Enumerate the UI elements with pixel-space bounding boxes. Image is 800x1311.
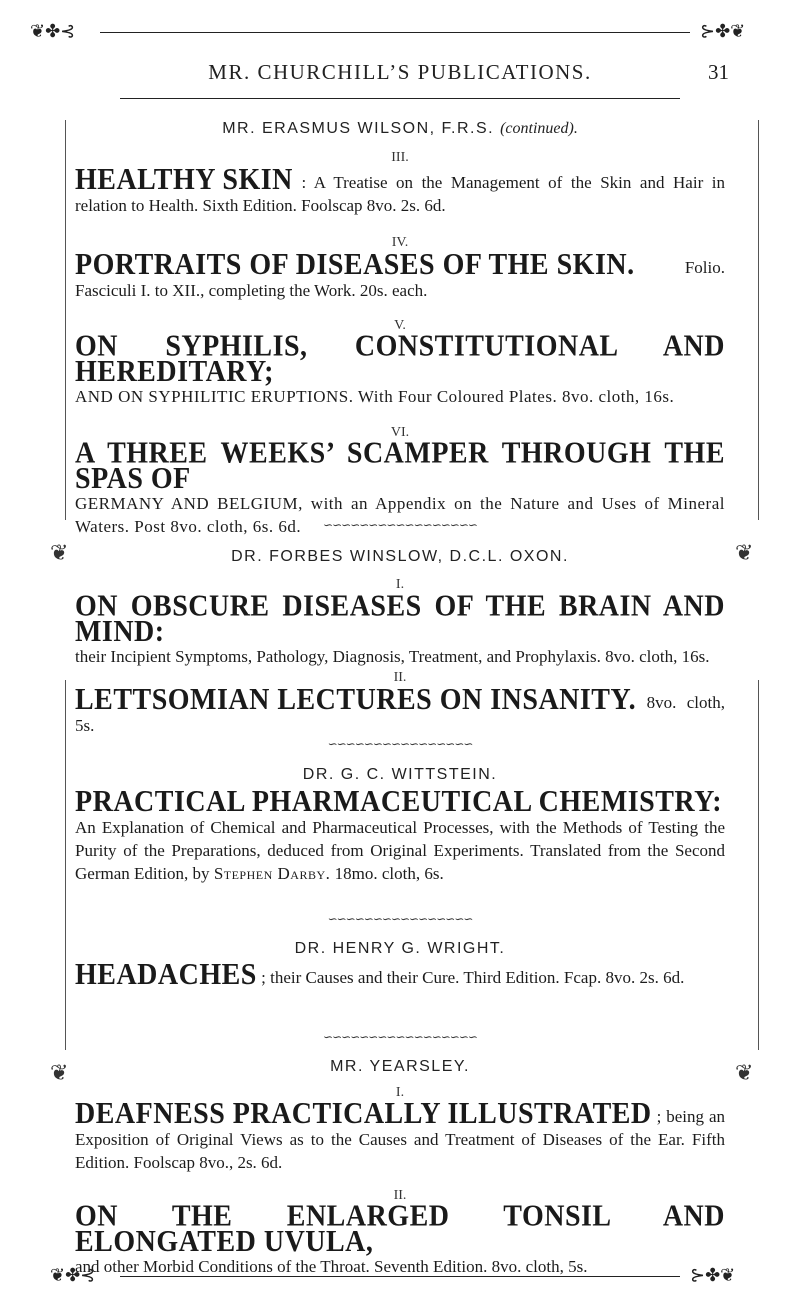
entry-details: : A Treatise on the Management of the Skin and Hair in relation to Health. Sixth Edition. Foolscap 8vo. 2s. 6d.	[75, 173, 725, 215]
entry-details: ; their Causes and their Cure. Third Edition. Fcap. 8vo. 2s. 6d.	[261, 968, 685, 987]
side-flourish-right-icon: ❦	[735, 540, 754, 565]
author-heading-yearsley: MR. YEARSLEY.	[330, 1058, 470, 1075]
entry-numeral: VI.	[390, 425, 410, 440]
entry-title: HEALTHY SKIN	[75, 162, 293, 197]
page-number: 31	[708, 60, 729, 84]
section-divider: ∽∽∽∽∽∽∽∽∽∽∽∽∽∽∽∽∽	[323, 1030, 477, 1044]
entry-details: An Explanation of Chemical and Pharmaceutical Processes, with the Methods of Testing the Purity of the Preparations, deduced from Original Experiments. Translated from the Second German Edition, by	[75, 818, 725, 883]
entry-obscure-diseases	[75, 589, 725, 668]
entry-details: Folio. Fasciculi I. to XII., completing the Work. 20s. each.	[75, 258, 725, 300]
bottom-rule	[120, 1276, 680, 1277]
entry-numeral: V.	[394, 318, 406, 333]
section-divider: ∽∽∽∽∽∽∽∽∽∽∽∽∽∽∽∽	[327, 912, 473, 926]
section-divider: ∽∽∽∽∽∽∽∽∽∽∽∽∽∽∽∽∽	[323, 518, 477, 532]
entry-deafness	[75, 1096, 725, 1174]
entry-healthy-skin	[75, 162, 725, 217]
entry-enlarged-tonsil	[75, 1199, 725, 1278]
corner-flourish-top-left-icon: ❦✤⊰	[30, 21, 76, 41]
entry-numeral: I.	[395, 577, 405, 592]
entry-numeral: I.	[395, 1085, 405, 1100]
author-name: MR. ERASMUS WILSON, F.R.S.	[222, 120, 495, 137]
entry-numeral: III.	[391, 150, 409, 165]
entry-title: ON SYPHILIS, CONSTITUTIONAL AND HEREDITARY;	[75, 329, 725, 389]
section-divider: ∽∽∽∽∽∽∽∽∽∽∽∽∽∽∽∽	[327, 737, 473, 751]
entry-title: ON THE ENLARGED TONSIL AND ELONGATED UVULA,	[75, 1199, 725, 1259]
entry-title: ON OBSCURE DISEASES OF THE BRAIN AND MIND:	[75, 589, 725, 649]
entry-details: and other Morbid Conditions of the Throat. Seventh Edition. 8vo. cloth, 5s.	[75, 1257, 588, 1276]
entry-syphilis	[75, 329, 725, 408]
author-heading-wright: DR. HENRY G. WRIGHT.	[294, 940, 506, 957]
entry-lettsomian	[75, 682, 725, 737]
entry-title: HEADACHES	[75, 957, 257, 992]
top-rule	[100, 32, 690, 33]
translator-name: Stephen Darby.	[213, 864, 331, 883]
entry-details: ; being an Exposition of Original Views as to the Causes and Treatment of Diseases of the Ear. Fifth Edition. Foolscap 8vo., 2s. 6d.	[75, 1107, 725, 1172]
entry-headaches	[75, 957, 725, 992]
entry-title: A THREE WEEKS’ SCAMPER THROUGH THE SPAS OF	[75, 436, 725, 496]
entry-numeral: II.	[393, 1188, 407, 1203]
entry-title: PRACTICAL PHARMACEUTICAL CHEMISTRY:	[75, 784, 723, 819]
entry-details: their Incipient Symptoms, Pathology, Diagnosis, Treatment, and Prophylaxis. 8vo. cloth, 16s.	[75, 647, 710, 666]
continued-note: (continued).	[500, 120, 578, 137]
header-rule	[120, 98, 680, 99]
right-border-rule-lower	[758, 680, 759, 1050]
entry-details: GERMANY AND BELGIUM, with an Appendix on the Nature and Uses of Mineral Waters. Post 8vo. cloth, 6s. 6d.	[75, 494, 725, 536]
entry-numeral: II.	[393, 670, 407, 685]
entry-details: 8vo. cloth, 5s.	[75, 693, 725, 735]
entry-title: PORTRAITS OF DISEASES OF THE SKIN.	[75, 247, 635, 282]
corner-flourish-top-right-icon: ⊱✤❦	[700, 21, 746, 41]
side-flourish-left-lower-icon: ❦	[50, 1060, 69, 1085]
author-heading-wilson	[0, 120, 800, 138]
entry-pharmaceutical-chemistry	[75, 784, 725, 885]
entry-portraits	[75, 247, 725, 302]
side-flourish-left-icon: ❦	[50, 540, 69, 565]
corner-flourish-bottom-right-icon: ⊱✤❦	[690, 1265, 736, 1285]
running-header: MR. CHURCHILL’S PUBLICATIONS.	[208, 60, 592, 84]
corner-flourish-bottom-left-icon: ❦✤⊰	[50, 1265, 96, 1285]
entry-title: LETTSOMIAN LECTURES ON INSANITY.	[75, 682, 637, 717]
entry-details: AND ON SYPHILITIC ERUPTIONS. With Four Coloured Plates. 8vo. cloth, 16s.	[75, 387, 675, 406]
author-heading-winslow: DR. FORBES WINSLOW, D.C.L. OXON.	[231, 548, 569, 565]
side-flourish-right-lower-icon: ❦	[735, 1060, 754, 1085]
entry-price: 18mo. cloth, 6s.	[334, 864, 444, 883]
author-heading-wittstein: DR. G. C. WITTSTEIN.	[302, 766, 498, 783]
entry-title: DEAFNESS PRACTICALLY ILLUSTRATED	[75, 1096, 652, 1131]
left-border-rule-lower	[65, 680, 66, 1050]
entry-numeral: IV.	[391, 235, 409, 250]
